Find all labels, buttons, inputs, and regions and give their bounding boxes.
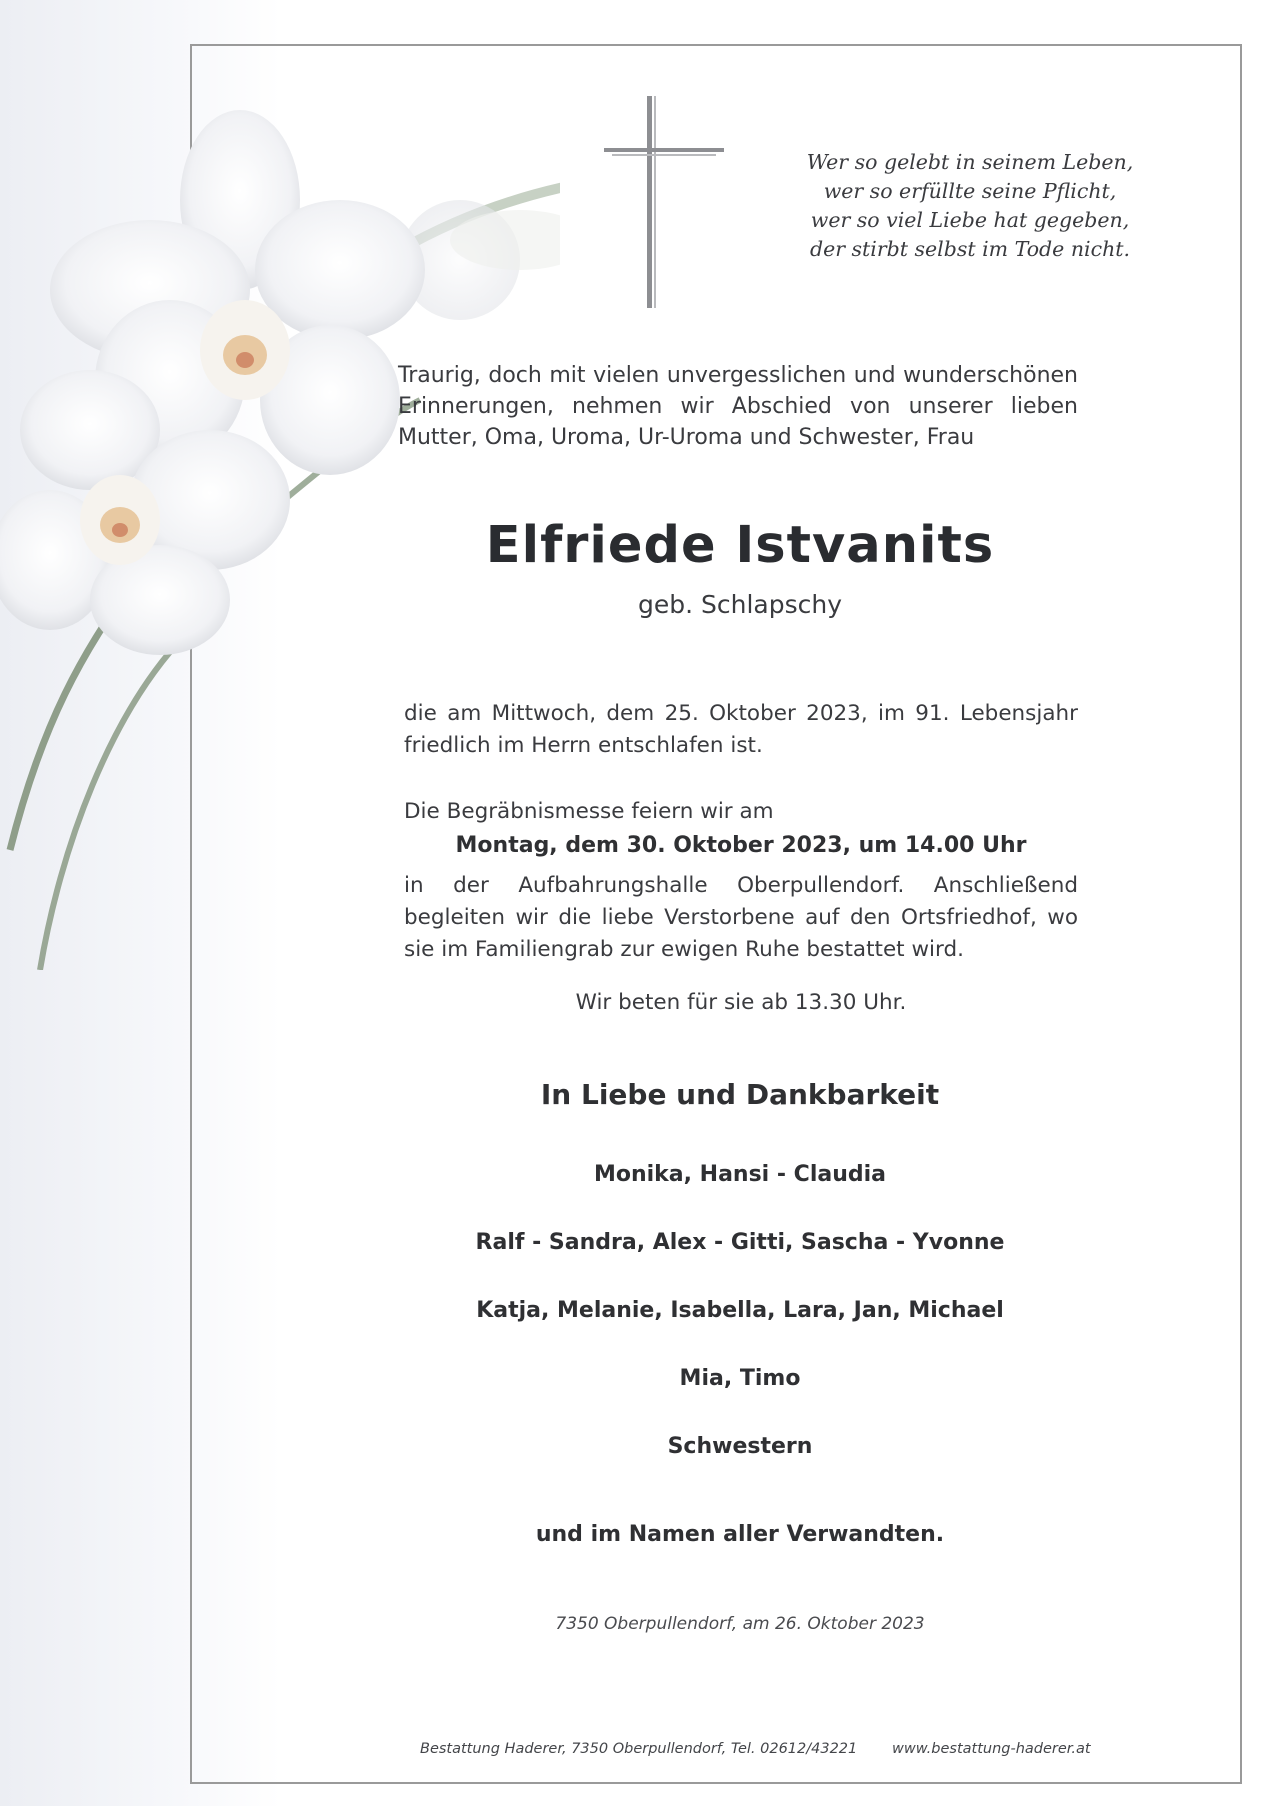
mourner-line: Mia, Timo: [679, 1366, 801, 1391]
thanks-heading: In Liebe und Dankbarkeit: [540, 1078, 940, 1111]
birth-name: geb. Schlapschy: [637, 590, 843, 619]
cross-icon: [604, 92, 724, 312]
funeral-line: begleiten wir die liebe Verstorbene auf den Ortsfriedhof, wo: [404, 905, 1078, 930]
mourner-line: Katja, Melanie, Isabella, Lara, Jan, Michael: [476, 1298, 1004, 1323]
poem-line: wer so viel Liebe hat gegeben,: [810, 208, 1130, 232]
poem-line: Wer so gelebt in seinem Leben,: [806, 150, 1134, 174]
mourner-line: Schwestern: [667, 1434, 813, 1459]
intro-line: Erinnerungen, nehmen wir Abschied von unserer lieben: [398, 394, 1078, 419]
funeral-line: in der Aufbahrungshalle Oberpullendorf. Anschließend: [404, 873, 1078, 898]
death-notice: [404, 698, 1078, 762]
relatives-line: und im Namen aller Verwandten.: [535, 1522, 945, 1547]
place-date: 7350 Oberpullendorf, am 26. Oktober 2023: [555, 1614, 925, 1634]
intro-line: Mutter, Oma, Uroma, Ur-Uroma und Schwester, Frau: [398, 425, 975, 450]
funeral-details: [404, 870, 1078, 966]
poem-line: der stirbt selbst im Tode nicht.: [809, 237, 1131, 261]
mourners-list: [400, 1162, 1080, 1502]
death-line: die am Mittwoch, dem 25. Oktober 2023, im 91. Lebensjahr: [404, 701, 1078, 726]
footer-website[interactable]: www.bestattung-haderer.at: [892, 1741, 1091, 1757]
footer-company: Bestattung Haderer, 7350 Oberpullendorf, Tel. 02612/43221: [420, 1741, 858, 1757]
poem: [740, 148, 1200, 264]
mourner-line: Monika, Hansi - Claudia: [593, 1162, 887, 1187]
death-line: friedlich im Herrn entschlafen ist.: [404, 733, 763, 758]
intro-text: [398, 360, 1078, 453]
funeral-date: Montag, dem 30. Oktober 2023, um 14.00 Uhr: [455, 833, 1027, 858]
funeral-line: sie im Familiengrab zur ewigen Ruhe bestattet wird.: [404, 937, 964, 962]
prayer-time: Wir beten für sie ab 13.30 Uhr.: [575, 990, 907, 1015]
funeral-intro: Die Begräbnismesse feiern wir am: [404, 799, 774, 824]
deceased-name: Elfriede Istvanits: [485, 516, 995, 575]
intro-line: Traurig, doch mit vielen unvergesslichen und wunderschönen: [398, 363, 1078, 388]
mourner-line: Ralf - Sandra, Alex - Gitti, Sascha - Yvonne: [475, 1230, 1005, 1255]
poem-line: wer so erfüllte seine Pflicht,: [823, 179, 1117, 203]
